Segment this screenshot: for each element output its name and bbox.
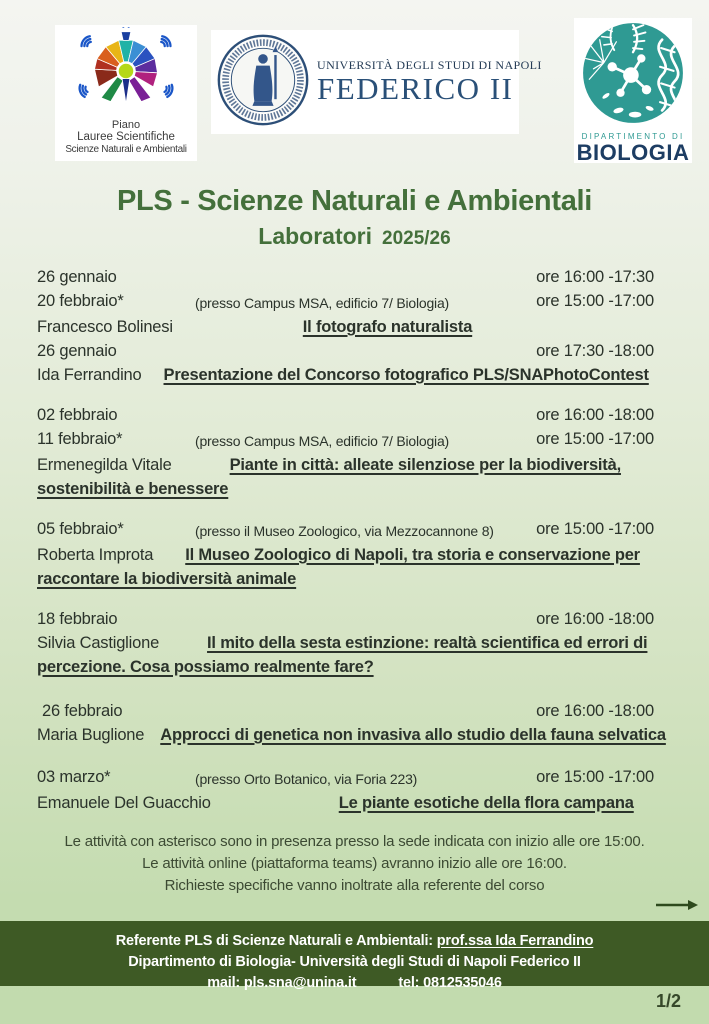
footer-mail: mail: pls.sna@unina.it: [207, 975, 357, 991]
slot-time: ore 15:00 -17:00: [536, 767, 654, 786]
slot-row: [37, 427, 654, 453]
speaker-name: Ermenegilda Vitale: [37, 455, 172, 474]
note-line-1: Le attività con asterisco sono in presenza presso la sede indicata con inizio alle ore 15:00.: [64, 832, 645, 850]
university-seal-icon: [211, 32, 311, 133]
page-title: PLS - Scienze Naturali e Ambientali: [116, 185, 593, 217]
slot-time: ore 16:00 -18:00: [536, 701, 654, 720]
talk-row: [37, 791, 654, 815]
schedule: [37, 265, 666, 815]
slot-date: 11 febbraio*: [37, 429, 123, 448]
schedule-block-6: [37, 765, 654, 815]
university-name: UNIVERSITÀ DEGLI STUDI DI NAPOLI: [317, 58, 542, 73]
notes: [0, 831, 709, 897]
university-logo: [211, 30, 542, 134]
footer-referente-prefix: Referente PLS di Scienze Naturali e Ambientali:: [115, 933, 437, 949]
speaker-name: Francesco Bolinesi: [37, 317, 173, 336]
talk-row: [37, 363, 654, 387]
talk-title: Approcci di genetica non invasiva allo studio della fauna selvatica: [160, 725, 666, 744]
pls-logo-line2: Lauree Scientifiche: [77, 131, 175, 144]
slot-date: 20 febbraio*: [37, 291, 124, 310]
slot-date: 02 febbraio: [37, 405, 118, 424]
biology-dept-label: DIPARTIMENTO DI: [581, 132, 685, 141]
slot-location: (presso il Museo Zoologico, via Mezzocannone 8): [195, 522, 494, 539]
footer-line-3: [0, 973, 709, 994]
speaker-name: Roberta Improta: [37, 545, 154, 564]
slot-time: ore 15:00 -17:00: [536, 519, 654, 538]
page-subtitle: [0, 223, 709, 250]
talk-row: [37, 453, 654, 501]
slot-time: ore 16:00 -18:00: [536, 405, 654, 424]
slot-date: 05 febbraio*: [37, 519, 124, 538]
talk-title: Piante in città: alleate silenziose per la biodiversità,: [229, 455, 621, 474]
note-line-3: Richieste specifiche vanno inoltrate alla referente del corso: [164, 876, 545, 894]
slot-time: ore 17:30 -18:00: [536, 341, 654, 360]
subtitle-laboratori: Laboratori: [258, 222, 373, 249]
footer-tel: tel: 0812535046: [398, 975, 502, 991]
talk-title: Il mito della sesta estinzione: realtà scientifica ed errori di: [207, 633, 648, 652]
slot-date: 03 marzo*: [37, 767, 111, 786]
biology-dept-logo: [574, 18, 692, 163]
university-federico-ii: FEDERICO II: [317, 71, 514, 107]
referente-link[interactable]: prof.ssa Ida Ferrandino: [436, 933, 594, 949]
talk-row: [37, 543, 654, 591]
slot-row: [37, 403, 654, 427]
schedule-block-2: [37, 403, 654, 501]
slot-date: 26 febbraio: [42, 701, 123, 720]
slot-row: [37, 265, 654, 289]
slot-row: [37, 699, 654, 723]
speaker-name: Ida Ferrandino: [37, 365, 142, 384]
speaker-name: Emanuele Del Guacchio: [37, 793, 211, 812]
pls-emblem-icon: [78, 102, 174, 119]
speaker-name: Maria Buglione: [37, 725, 145, 744]
next-page-arrow-icon[interactable]: [655, 898, 699, 916]
slot-location: [195, 607, 519, 631]
slot-location: (presso Orto Botanico, via Foria 223): [195, 770, 418, 787]
footer-band: [0, 921, 709, 991]
slot-time: ore 16:00 -17:30: [536, 267, 654, 286]
talk-title-continued: sostenibilità e benessere: [37, 479, 229, 498]
footer-line-2: Dipartimento di Biologia- Università degli Studi di Napoli Federico II: [128, 954, 581, 970]
slot-date: 18 febbraio: [37, 609, 118, 628]
speaker-name: Silvia Castiglione: [37, 633, 160, 652]
talk-title: Il fotografo naturalista: [302, 317, 473, 336]
slot-location: [195, 339, 519, 363]
subtitle-year: 2025/26: [382, 227, 451, 249]
talk-row: [37, 315, 654, 339]
talk-title: Il Museo Zoologico di Napoli, tra storia e conservazione per: [185, 545, 640, 564]
slot-date: 26 gennaio: [37, 267, 117, 286]
slot-location: (presso Campus MSA, edificio 7/ Biologia): [195, 294, 450, 311]
biology-label: BIOLOGIA: [576, 140, 690, 165]
biology-circle-icon: [581, 112, 685, 129]
footer-line-1: [0, 931, 709, 952]
schedule-block-3: [37, 517, 654, 591]
note-line-2: Le attività online (piattaforma teams) avranno inizio alle ore 16:00.: [142, 854, 567, 872]
slot-row: [37, 517, 654, 543]
slot-time: ore 15:00 -17:00: [536, 429, 654, 448]
talk-title: Presentazione del Concorso fotografico PLS/SNAPhotoContest: [163, 365, 649, 384]
slot-location: (presso Campus MSA, edificio 7/ Biologia): [195, 432, 450, 449]
slot-date: 26 gennaio: [37, 341, 117, 360]
slot-row: [37, 289, 654, 315]
slot-location: [195, 265, 519, 289]
schedule-block-4: [37, 607, 654, 679]
talk-row: [37, 723, 666, 747]
pls-logo: [55, 25, 197, 161]
pls-logo-line3: Scienze Naturali e Ambientali: [65, 143, 187, 155]
schedule-block-5: [37, 699, 666, 747]
slot-row: [37, 607, 654, 631]
pls-logo-line1: Piano: [111, 119, 141, 131]
talk-title: Le piante esotiche della flora campana: [338, 793, 634, 812]
talk-title-continued: raccontare la biodiversità animale: [37, 569, 297, 588]
page-number: 1/2: [655, 991, 681, 1011]
talk-title-continued: percezione. Cosa possiamo realmente fare?: [37, 657, 374, 676]
slot-location: [200, 699, 519, 723]
talk-row: [37, 631, 654, 679]
slot-row: [37, 339, 654, 363]
slot-time: ore 15:00 -17:00: [536, 291, 654, 310]
schedule-block-1: [37, 265, 654, 387]
slot-location: [195, 403, 519, 427]
slot-row: [37, 765, 654, 791]
slot-time: ore 16:00 -18:00: [536, 609, 654, 628]
